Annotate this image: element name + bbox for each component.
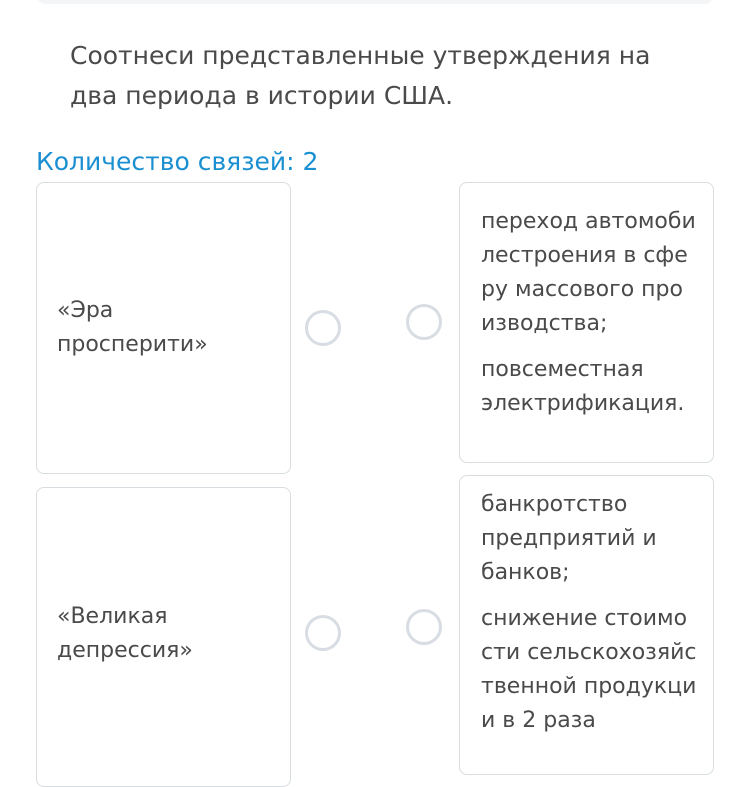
left-card-label: «Великая депрессия» bbox=[57, 604, 193, 663]
right-card-statement: снижение стоимости сельскохозяйственной продукции в 2 раза bbox=[481, 606, 697, 733]
right-connector-dot-1[interactable] bbox=[406, 304, 442, 340]
left-connector-dot-2[interactable] bbox=[305, 615, 341, 651]
top-panel-edge bbox=[36, 0, 714, 4]
right-card-statement: повсеместная электрификация. bbox=[481, 357, 685, 416]
right-card-1[interactable] bbox=[459, 182, 714, 463]
left-card-label: «Эра просперити» bbox=[57, 298, 208, 357]
right-card-statement: переход автомобилестроения в сферу массового производства; bbox=[481, 209, 696, 336]
left-connector-dot-1[interactable] bbox=[305, 310, 341, 346]
question-prompt: Соотнеси представленные утверждения на два периода в истории США. bbox=[70, 41, 651, 110]
connections-count: Количество связей: 2 bbox=[36, 147, 319, 176]
right-card-2[interactable] bbox=[459, 475, 714, 775]
right-connector-dot-2[interactable] bbox=[406, 609, 442, 645]
left-card-prosperity[interactable] bbox=[36, 182, 291, 474]
right-card-statement: банкротство предприятий и банков; bbox=[481, 492, 657, 585]
left-card-depression[interactable] bbox=[36, 487, 291, 787]
